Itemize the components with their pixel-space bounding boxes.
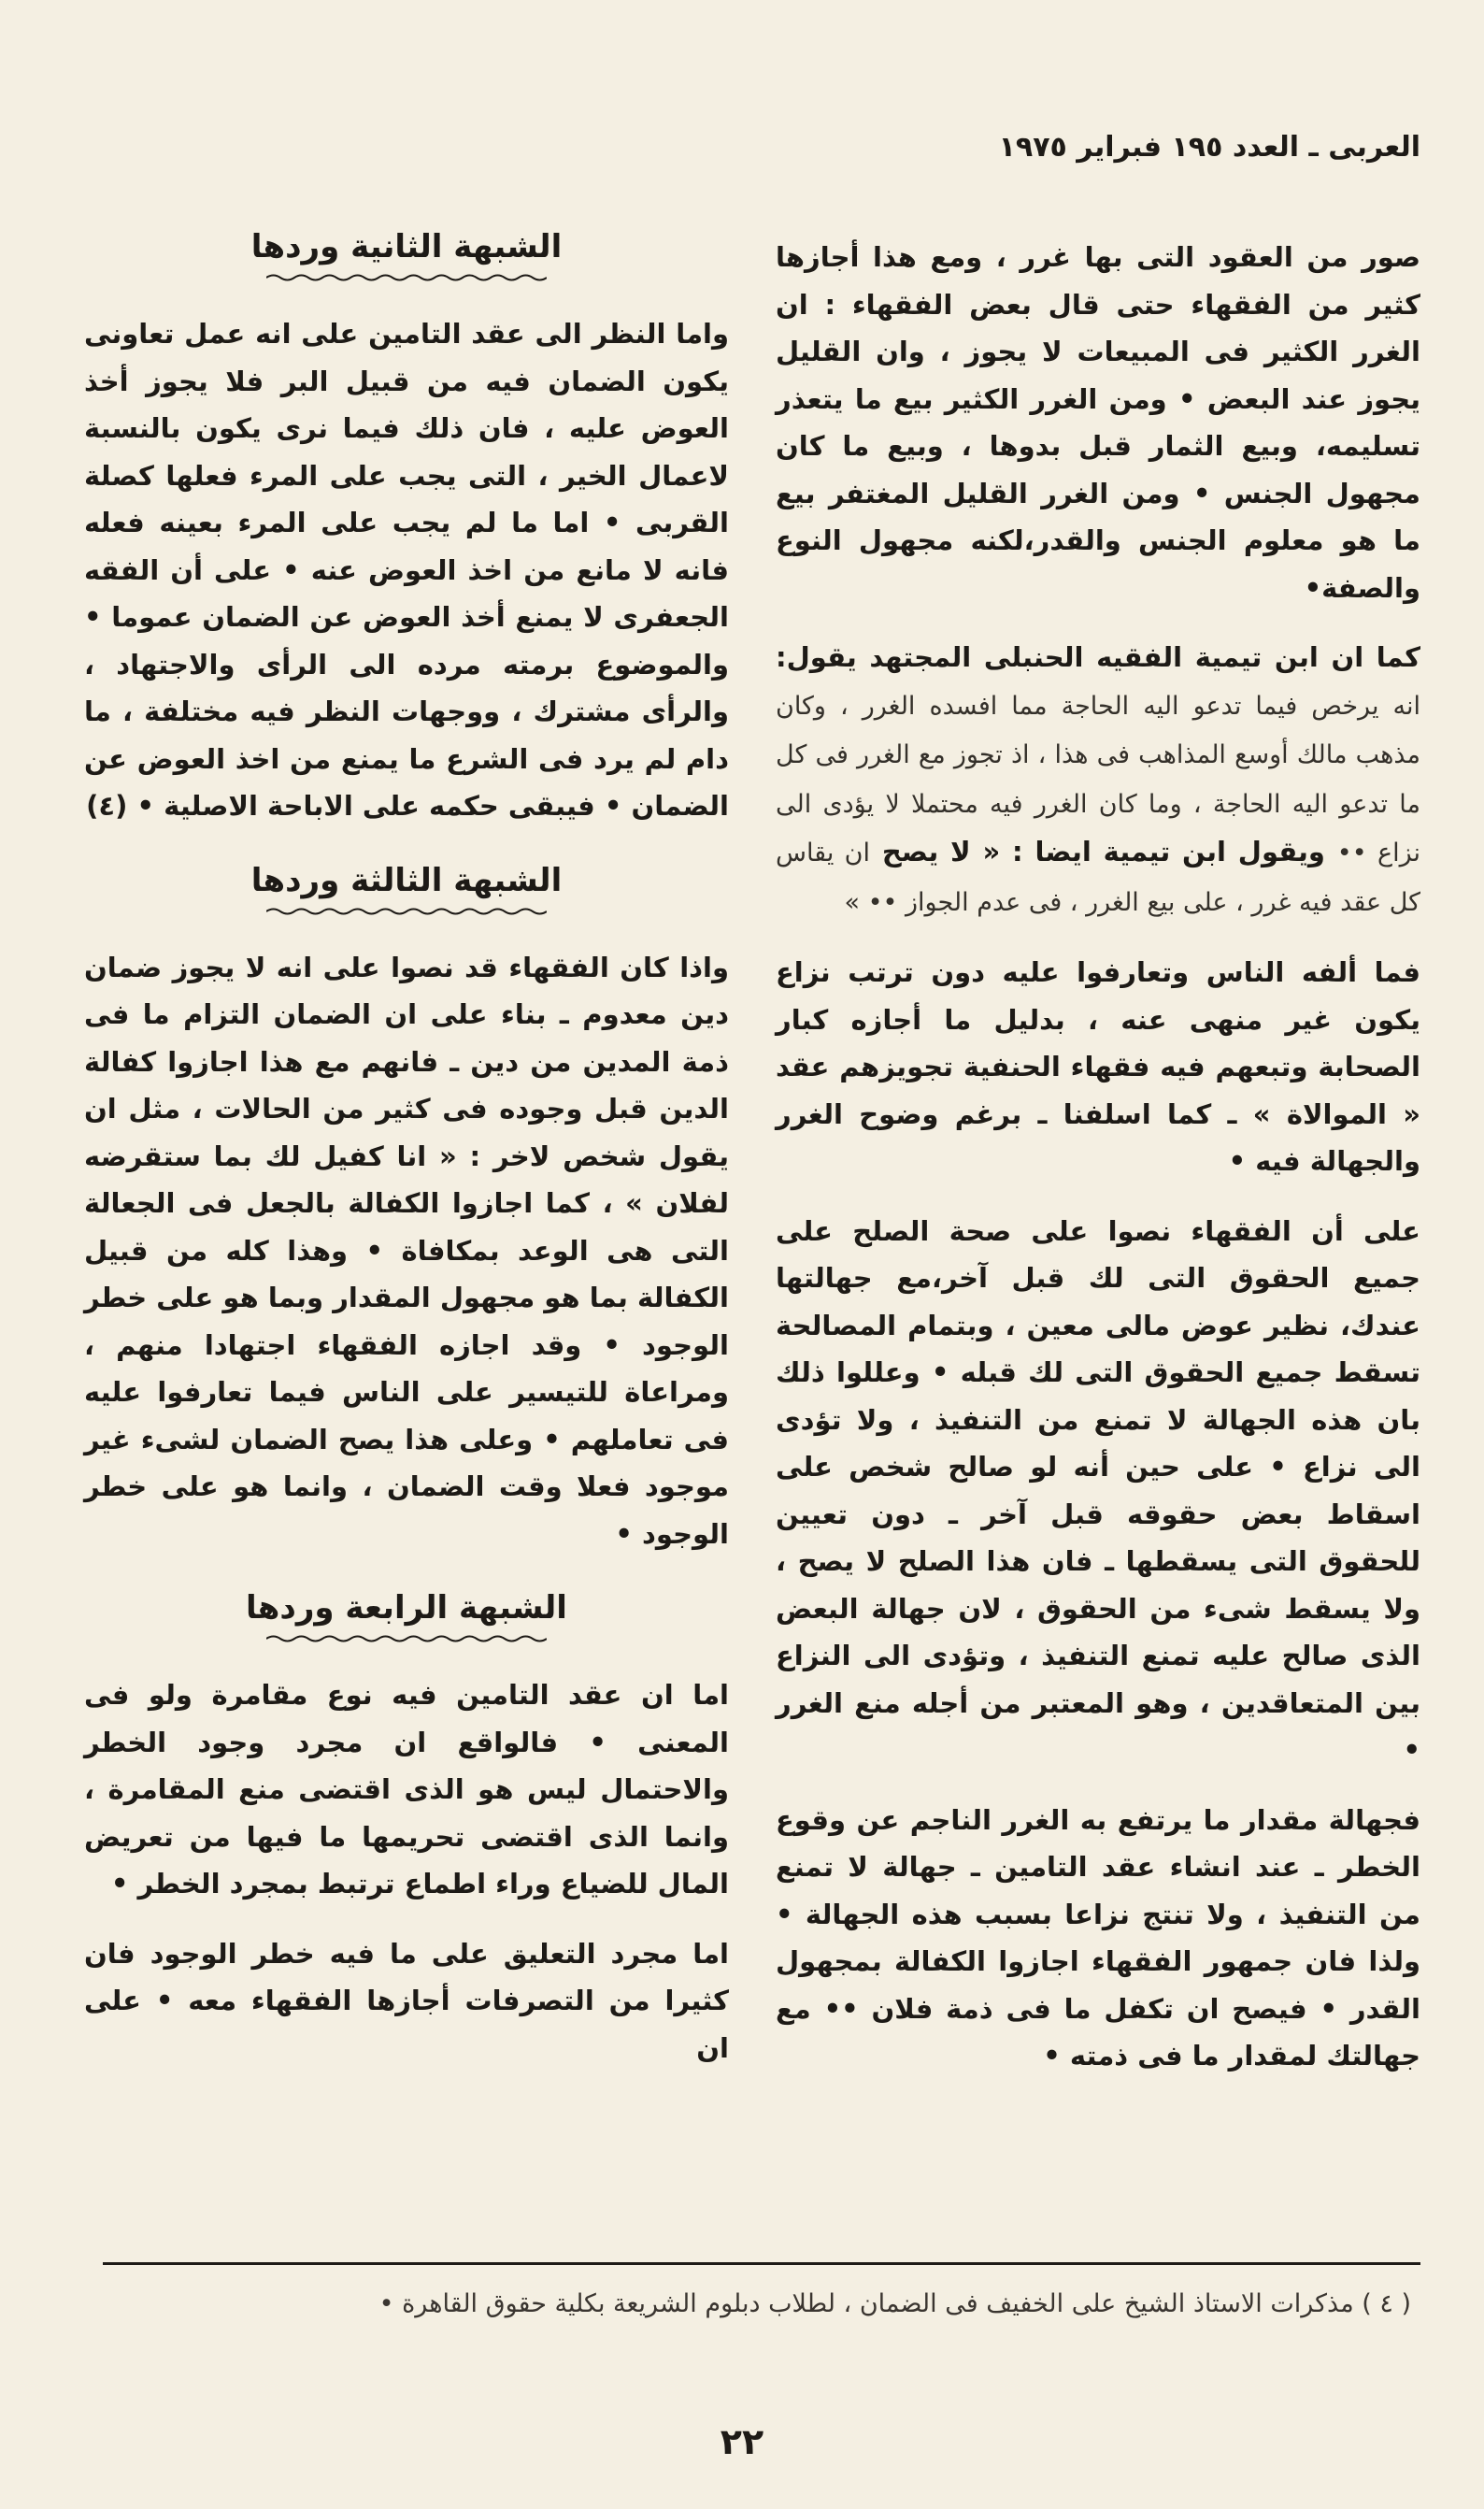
ibn-taymiyya-paragraph — [776, 634, 1420, 926]
quote-text: انه يرخص فيما تدعو اليه الحاجة مما افسده الغرر ، وكان مذهب مالك أوسع المذاهب فى هذا ، اذ تجوز مع الغرر فى كل ما تدعو اليه الحاجة ، وما كان الغرر فيه محتملا لا يؤدى الى نزاع •• — [776, 691, 1420, 867]
paragraph: واذا كان الفقهاء قد نصوا على انه لا يجوز ضمان دين معدوم ـ بناء على ان الضمان التزام ما فى ذمة المدين من دين ـ فانهم مع هذا اجازوا كفالة الدين قبل وجوده فى كثير من الحالات ، مثل ان يقول شخص لاخر : « انا كفيل لك بما ستقرضه لفلان » ، كما اجازوا الكفالة بالجعل فى الجعالة التى هى الوعد بمكافاة • وهذا كله من قبيل الكفالة بما هو مجهول المقدار وبما هو على خطر الوجود • وقد اجازه الفقهاء اجتهادا منهم ، ومراعاة للتيسير على الناس فيما تعارفوا عليه فى تعاملهم • وعلى هذا يصح الضمان لشىء غير موجود فعلا وقت الضمان ، وانما هو على خطر الوجود • — [84, 951, 729, 1550]
footnote-divider — [103, 2262, 1420, 2265]
quote-lead: كما ان ابن تيمية الفقيه الحنبلى المجتهد يقول: — [776, 641, 1420, 673]
section-heading-title: الشبهة الرابعة وردها — [246, 1589, 567, 1627]
paragraph: اما مجرد التعليق على ما فيه خطر الوجود فان كثيرا من التصرفات أجازها الفقهاء معه • على ان — [84, 1937, 729, 2064]
section-heading-title: الشبهة الثانية وردها — [250, 228, 563, 265]
right-column — [776, 234, 1420, 2102]
left-column — [84, 228, 729, 2094]
paragraph: صور من العقود التى بها غرر ، ومع هذا أجازها كثير من الفقهاء حتى قال بعض الفقهاء : ان الغرر الكثير فى المبيعات لا يجوز ، وان القليل يجوز عند البعض • ومن الغرر الكثير بيع ما يتعذر تسليمه، وبيع الثمار قبل بدوها ، وبيع ما كان مجهول الجنس • ومن الغرر القليل المغتفر بيع ما هو معلوم الجنس والقدر،لكنه مجهول النوع والصفة• — [776, 241, 1420, 604]
section-heading — [84, 1589, 729, 1643]
paragraph: على أن الفقهاء نصوا على صحة الصلح على جميع الحقوق التى لك قبل آخر،مع جهالتها عندك، نظير عوض مالى معين ، وبتمام المصالحة تسقط جميع الحقوق التى لك قبله • وعللوا ذلك بان هذه الجهالة لا تمنع من التنفيذ ، ولا تؤدى الى نزاع • على حين أنه لو صالح شخص على اسقاط بعض حقوقه قبل آخر ـ دون تعيين للحقوق التى يسقطها ـ فان هذا الصلح لا يصح ، ولا يسقط شىء من الحقوق ، لان جهالة البعض الذى صالح عليه تمنع التنفيذ ، وتؤدى الى النزاع بين المتعاقدين ، وهو المعتبر من أجله منع الغرر • — [776, 1214, 1420, 1766]
section-heading-title: الشبهة الثالثة وردها — [250, 861, 563, 899]
running-header: العربى ـ العدد ١٩٥ فبراير ١٩٧٥ — [998, 131, 1420, 164]
wavy-underline-ornament — [266, 1634, 547, 1643]
page-number: ٢٢ — [720, 2421, 764, 2462]
paragraph: فجهالة مقدار ما يرتفع به الغرر الناجم عن وقوع الخطر ـ عند انشاء عقد التامين ـ جهالة لا تمنع من التنفيذ ، ولا تنتج نزاعا بسبب هذه الجهالة • ولذا فان جمهور الفقهاء اجازوا الكفالة بمجهول القدر • فيصح ان تكفل ما فى ذمة فلان •• مع جهالتك لمقدار ما فى ذمته • — [776, 1803, 1420, 2072]
wavy-underline-ornament — [266, 273, 547, 282]
footnote: ( ٤ ) مذكرات الاستاذ الشيخ على الخفيف فى الضمان ، لطلاب دبلوم الشريعة بكلية حقوق القاهرة • — [378, 2289, 1411, 2318]
paragraph: اما ان عقد التامين فيه نوع مقامرة ولو فى المعنى • فالواقع ان مجرد وجود الخطر والاحتمال ليس هو الذى اقتضى منع المقامرة ، وانما الذى اقتضى تحريمها ما فيها من تعريض المال للضياع وراء اطماع ترتبط بمجرد الخطر • — [84, 1679, 729, 1900]
quote-lead-second: ويقول ابن تيمية ايضا : « لا يصح — [881, 836, 1325, 867]
wavy-underline-ornament — [266, 907, 547, 916]
section-heading — [84, 228, 729, 282]
section-heading — [84, 862, 729, 916]
paragraph: واما النظر الى عقد التامين على انه عمل تعاونى يكون الضمان فيه من قبيل البر فلا يجوز أخذ العوض عليه ، فان ذلك فيما نرى يكون بالنسبة لاعمال الخير ، التى يجب على المرء فعلها كصلة القربى • اما ما لم يجب على المرء بعينه فعله فانه لا مانع من اخذ العوض عنه • على أن الفقه الجعفرى لا يمنع أخذ العوض عن الضمان عموما • والموضوع برمته مرده الى الرأى والاجتهاد ، والرأى مشترك ، ووجهات النظر فيه مختلفة ، ما دام لم يرد فى الشرع ما يمنع من اخذ العوض عن الضمان • فيبقى حكمه على الاباحة الاصلية • (٤) — [84, 318, 729, 822]
quote-text-second: ان يقاس كل عقد فيه غرر ، على بيع الغرر ، فى عدم الجواز •• » — [776, 839, 1420, 917]
paragraph: فما ألفه الناس وتعارفوا عليه دون ترتب نزاع يكون غير منهى عنه ، بدليل ما أجازه كبار الصحابة وتبعهم فيه فقهاء الحنفية تجويزهم عقد « الموالاة » ـ كما اسلفنا ـ برغم وضوح الغرر والجهالة فيه • — [776, 956, 1420, 1177]
